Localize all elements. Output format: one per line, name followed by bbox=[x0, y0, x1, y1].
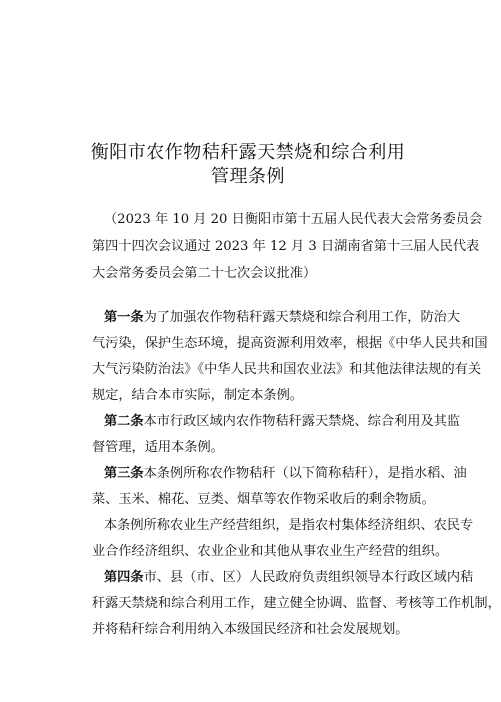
article-1-line-2: 气污染，保护生态环境，提高资源利用效率，根据《中华人民共和国 bbox=[92, 336, 488, 351]
adoption-note-line-3: 大会常务委员会第二十七次会议批准） bbox=[92, 266, 317, 281]
article-2-text: 本市行政区域内农作物秸秆露天禁烧、综合利用及其监 bbox=[143, 414, 461, 429]
article-3-first-line bbox=[104, 462, 467, 481]
article-3-para-2-line-2: 业合作经济组织、农业企业和其他从事农业生产经营的组织。 bbox=[92, 544, 449, 559]
article-3-line-2: 菜、玉米、棉花、豆类、烟草等农作物采收后的剩余物质。 bbox=[92, 492, 435, 507]
article-1-line-3: 大气污染防治法》《中华人民共和国农业法》和其他法律法规的有关 bbox=[92, 362, 482, 377]
article-1-label: 第一条 bbox=[104, 310, 144, 325]
article-1-text: 为了加强农作物秸秆露天禁烧和综合利用工作，防治大 bbox=[143, 310, 461, 325]
article-1-first-line bbox=[104, 306, 461, 325]
article-3-text: 本条例所称农作物秸秆（以下简称秸秆），是指水稻、油 bbox=[143, 466, 467, 481]
article-4-first-line bbox=[104, 566, 474, 585]
article-1-line-4: 规定，结合本市实际，制定本条例。 bbox=[92, 388, 303, 403]
adoption-note-line-1: （2023 年 10 月 20 日衡阳市第十五届人民代表大会常务委员会 bbox=[104, 212, 483, 227]
article-2-line-2: 督管理，适用本条例。 bbox=[92, 440, 224, 455]
adoption-note-line-2: 第四十四次会议通过 2023 年 12 月 3 日湖南省第十三届人民代表 bbox=[92, 239, 480, 254]
article-3-label: 第三条 bbox=[104, 466, 144, 481]
document-title-line-2: 管理条例 bbox=[211, 166, 285, 187]
article-2-label: 第二条 bbox=[104, 414, 144, 429]
article-4-text: 市、县（市、区）人民政府负责组织领导本行政区域内秸 bbox=[143, 570, 474, 585]
article-4-line-3: 并将秸秆综合利用纳入本级国民经济和社会发展规划。 bbox=[92, 622, 409, 637]
article-4-line-2: 秆露天禁烧和综合利用工作，建立健全协调、监督、考核等工作机制， bbox=[92, 596, 501, 611]
article-3-para-2-line-1: 本条例所称农业生产经营组织，是指农村集体经济组织、农民专 bbox=[104, 518, 474, 533]
document-title-line-1: 衡阳市农作物秸秆露天禁烧和综合利用 bbox=[90, 142, 406, 163]
article-4-label: 第四条 bbox=[104, 570, 144, 585]
article-2-first-line bbox=[104, 410, 461, 429]
